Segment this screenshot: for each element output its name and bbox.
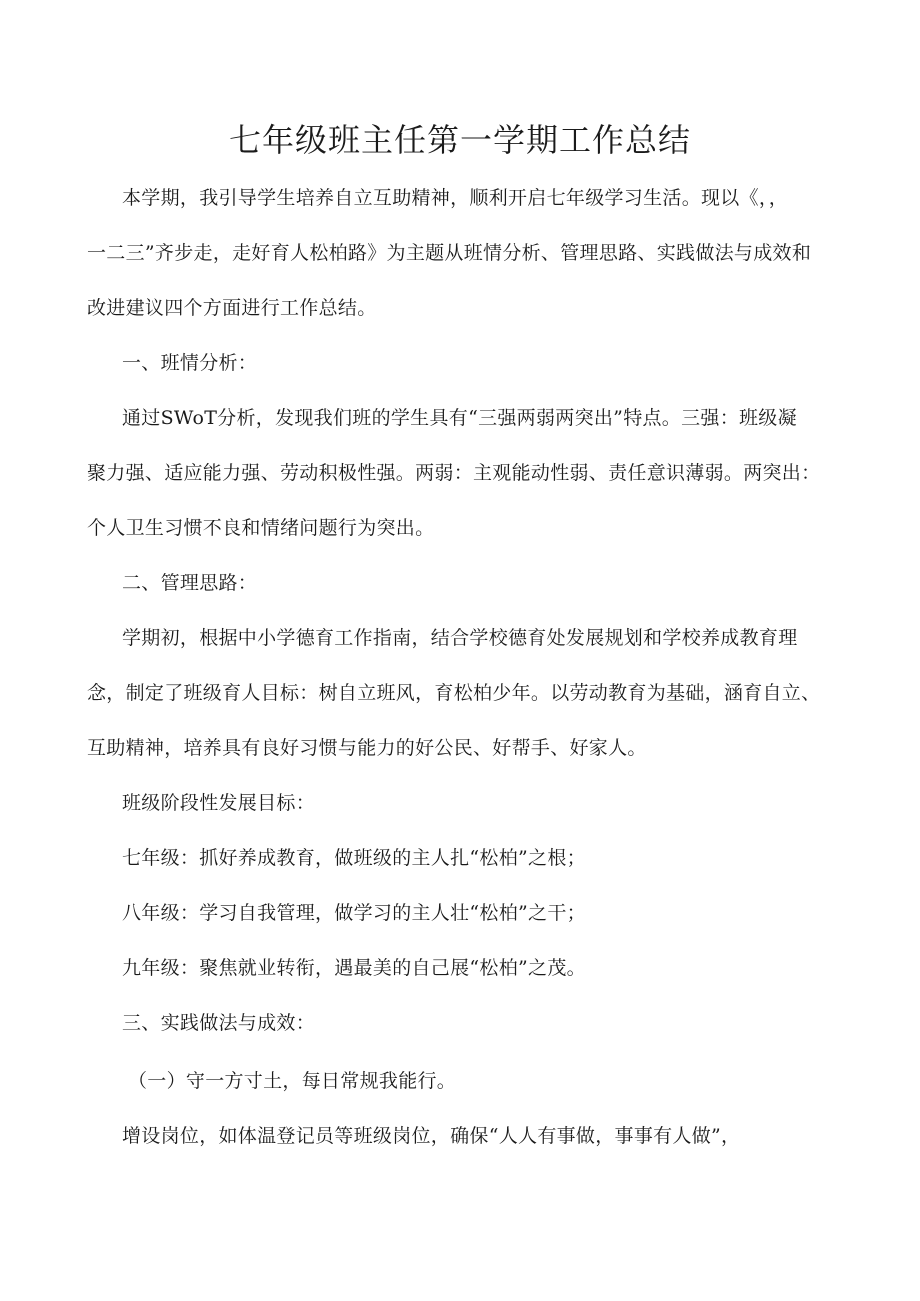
goals-heading: 班级阶段性发展目标： [122, 792, 316, 814]
section3-subheading-1: （一）守一方寸土，每日常规我能行。 [128, 1070, 457, 1092]
goal-grade-7: 七年级：抓好养成教育，做班级的主人扎“松柏”之根； [122, 847, 586, 869]
goal-grade-8: 八年级：学习自我管理，做学习的主人壮“松柏”之干； [122, 902, 586, 924]
section2-line-2: 念，制定了班级育人目标：树自立班风，育松柏少年。以劳动教育为基础，涵育自立、 [87, 682, 821, 704]
section2-heading: 二、管理思路： [122, 572, 258, 594]
section1-heading: 一、班情分析： [122, 352, 258, 374]
document-title: 七年级班主任第一学期工作总结 [228, 121, 691, 159]
section3-line-1: 增设岗位，如体温登记员等班级岗位，确保“人人有事做，事事有人做”， [122, 1125, 741, 1147]
intro-line-2: 一二三”齐步走，走好育人松柏路》为主题从班情分析、管理思路、实践做法与成效和 [87, 242, 812, 264]
section2-line-1: 学期初，根据中小学德育工作指南，结合学校德育处发展规划和学校养成教育理 [122, 627, 798, 649]
section1-line-1: 通过SWoT分析，发现我们班的学生具有“三强两弱两突出”特点。三强：班级凝 [122, 407, 797, 429]
intro-line-3: 改进建议四个方面进行工作总结。 [87, 297, 377, 319]
section2-line-3: 互助精神，培养具有良好习惯与能力的好公民、好帮手、好家人。 [87, 737, 647, 759]
intro-line-1: 本学期，我引导学生培养自立互助精神，顺利开启七年级学习生活。现以《，， [122, 187, 789, 209]
section1-line-2: 聚力强、适应能力强、劳动积极性强。两弱：主观能动性弱、责任意识薄弱。两突出： [87, 462, 821, 484]
goal-grade-9: 九年级：聚焦就业转衔，遇最美的自己展“松柏”之茂。 [122, 957, 586, 979]
section1-line-3: 个人卫生习惯不良和情绪问题行为突出。 [87, 517, 435, 539]
section3-heading: 三、实践做法与成效： [122, 1012, 316, 1034]
